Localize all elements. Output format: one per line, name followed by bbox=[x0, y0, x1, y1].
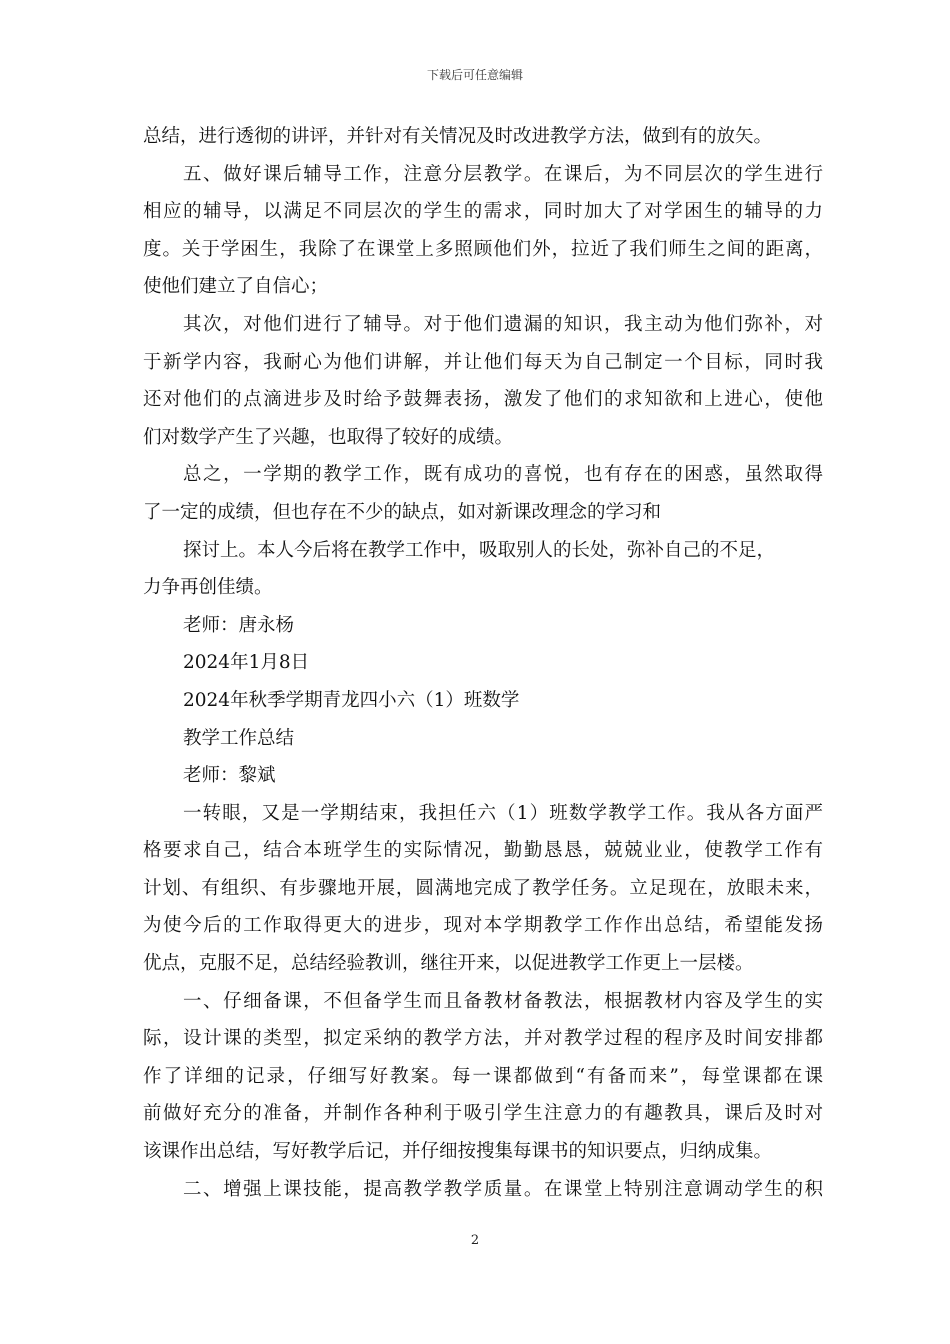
text-line: 一转眼，又是一学期结束，我担任六（1）班数学教学工作。我从各方面严 bbox=[183, 802, 823, 824]
text-line: 2024年秋季学期青龙四小六（1）班数学 bbox=[183, 689, 520, 711]
text-line: 优点，克服不足，总结经验教训，继往开来，以促进教学工作更上一层楼。 bbox=[143, 953, 754, 975]
text-line: 使他们建立了自信心； bbox=[143, 276, 329, 298]
text-line: 计划、有组织、有步骤地开展，圆满地完成了教学任务。立足现在，放眼未来， bbox=[143, 877, 823, 899]
page-number: 2 bbox=[470, 1233, 480, 1248]
text-line: 力争再创佳绩。 bbox=[143, 577, 273, 599]
text-line: 二、增强上课技能，提高教学教学质量。在课堂上特别注意调动学生的积 bbox=[183, 1178, 823, 1200]
text-line: 其次，对他们进行了辅导。对于他们遗漏的知识，我主动为他们弥补，对 bbox=[183, 313, 823, 335]
page-header: 下载后可任意编辑 bbox=[426, 68, 523, 82]
text-line: 总结，进行透彻的讲评，并针对有关情况及时改进教学方法，做到有的放矢。 bbox=[143, 126, 773, 147]
text-line: 探讨上。本人今后将在教学工作中，吸取别人的长处，弥补自己的不足， bbox=[183, 539, 776, 561]
text-line: 了一定的成绩，但也存在不少的缺点，如对新课改理念的学习和 bbox=[143, 501, 662, 523]
text-line: 老师：黎斌 bbox=[183, 765, 276, 787]
text-line: 五、做好课后辅导工作，注意分层教学。在课后，为不同层次的学生进行 bbox=[183, 163, 823, 185]
text-line: 还对他们的点滴进步及时给予鼓舞表扬，激发了他们的求知欲和上进心，使他 bbox=[143, 389, 823, 411]
text-line: 格要求自己，结合本班学生的实际情况，勤勤恳恳，兢兢业业，使教学工作有 bbox=[143, 840, 823, 862]
text-line: 度。关于学困生，我除了在课堂上多照顾他们外，拉近了我们师生之间的距离， bbox=[143, 238, 823, 260]
text-line: 2024年1月8日 bbox=[183, 652, 310, 674]
text-line: 相应的辅导，以满足不同层次的学生的需求，同时加大了对学困生的辅导的力 bbox=[143, 201, 823, 223]
text-line: 教学工作总结 bbox=[183, 727, 295, 749]
text-line: 该课作出总结，写好教学后记，并仔细按搜集每课书的知识要点，归纳成集。 bbox=[143, 1141, 773, 1163]
text-line: 老师：唐永杨 bbox=[183, 614, 295, 636]
text-line: 们对数学产生了兴趣，也取得了较好的成绩。 bbox=[143, 426, 514, 448]
text-line: 一、仔细备课，不但备学生而且备教材备教法，根据教材内容及学生的实 bbox=[183, 990, 823, 1012]
text-line: 总之，一学期的教学工作，既有成功的喜悦，也有存在的困惑，虽然取得 bbox=[183, 464, 823, 486]
text-line: 为使今后的工作取得更大的进步，现对本学期教学工作作出总结，希望能发扬 bbox=[143, 915, 823, 937]
text-line: 前做好充分的准备，并制作各种利于吸引学生注意力的有趣教具，课后及时对 bbox=[143, 1103, 823, 1125]
text-line: 于新学内容，我耐心为他们讲解，并让他们每天为自己制定一个目标，同时我 bbox=[143, 351, 823, 373]
document-body bbox=[143, 118, 823, 1208]
text-line: 作了详细的记录，仔细写好教案。每一课都做到“有备而来”，每堂课都在课 bbox=[143, 1065, 823, 1087]
text-line: 际，设计课的类型，拟定采纳的教学方法，并对教学过程的程序及时间安排都 bbox=[143, 1028, 823, 1050]
